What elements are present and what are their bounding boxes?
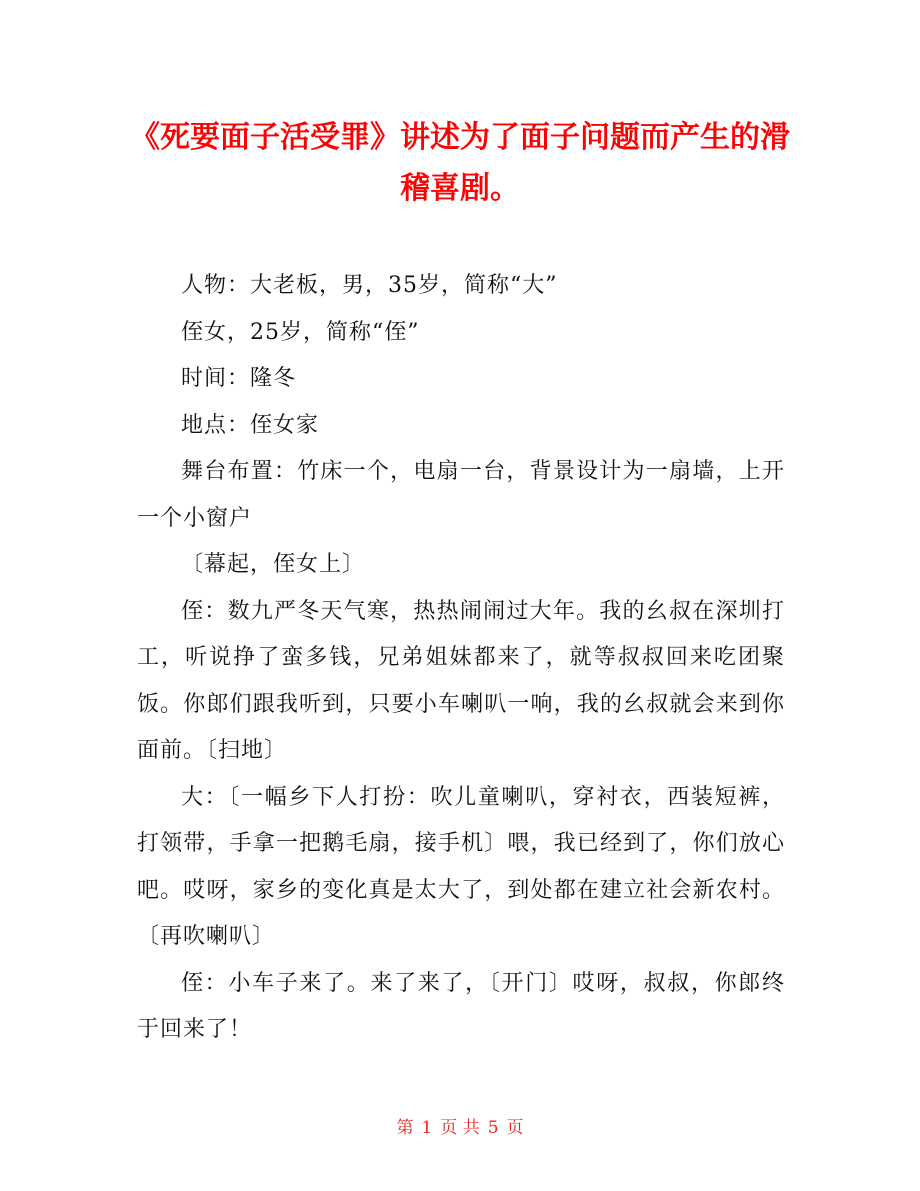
footer-prefix: 第 xyxy=(396,1118,414,1138)
footer-total-pages: 5 xyxy=(487,1118,499,1138)
paragraph-characters-boss: 人物：大老板，男，35岁，简称“大” xyxy=(181,273,558,298)
paragraph-characters-niece: 侄女，25岁，简称“侄” xyxy=(181,319,420,345)
paragraph-niece-line-2: 侄：小车子来了。来了来了，〔开门〕哎呀，叔叔，你郎终于回来了！ xyxy=(137,970,785,1042)
paragraph-niece-line-1: 侄：数九严冬天气寒，热热闹闹过大年。我的幺叔在深圳打工，听说挣了蛮多钱，兄弟姐妹都来了，就等叔叔回来吃团聚饭。你郎们跟我听到，只要小车喇叭一响，我的幺叔就会来到你面前。〔扫地〕 xyxy=(137,598,785,763)
paragraph-boss-line-1: 大：〔一幅乡下人打扮：吹儿童喇叭，穿衬衣，西装短裤，打领带，手拿一把鹅毛扇，接手机〕喂，我已经到了，你们放心吧。哎呀，家乡的变化真是太大了，到处都在建立社会新农村。〔再吹喇叭〕 xyxy=(137,784,785,949)
paragraph-location: 地点：侄女家 xyxy=(181,412,320,438)
paragraph-stage-setting: 舞台布置：竹床一个，电扇一台，背景设计为一扇墙，上开一个小窗户 xyxy=(137,459,785,531)
paragraph-curtain-up: 〔幕起，侄女上〕 xyxy=(181,552,366,577)
paragraph-time: 时间：隆冬 xyxy=(181,366,297,391)
document-title: 《死要面子活受罪》讲述为了面子问题而产生的滑稽喜剧。 xyxy=(130,120,790,206)
page-number-footer xyxy=(0,1113,920,1138)
footer-suffix: 页 xyxy=(506,1118,524,1138)
footer-mid: 页 共 xyxy=(440,1118,480,1138)
document-body xyxy=(137,263,785,1054)
footer-current-page: 1 xyxy=(421,1118,433,1138)
